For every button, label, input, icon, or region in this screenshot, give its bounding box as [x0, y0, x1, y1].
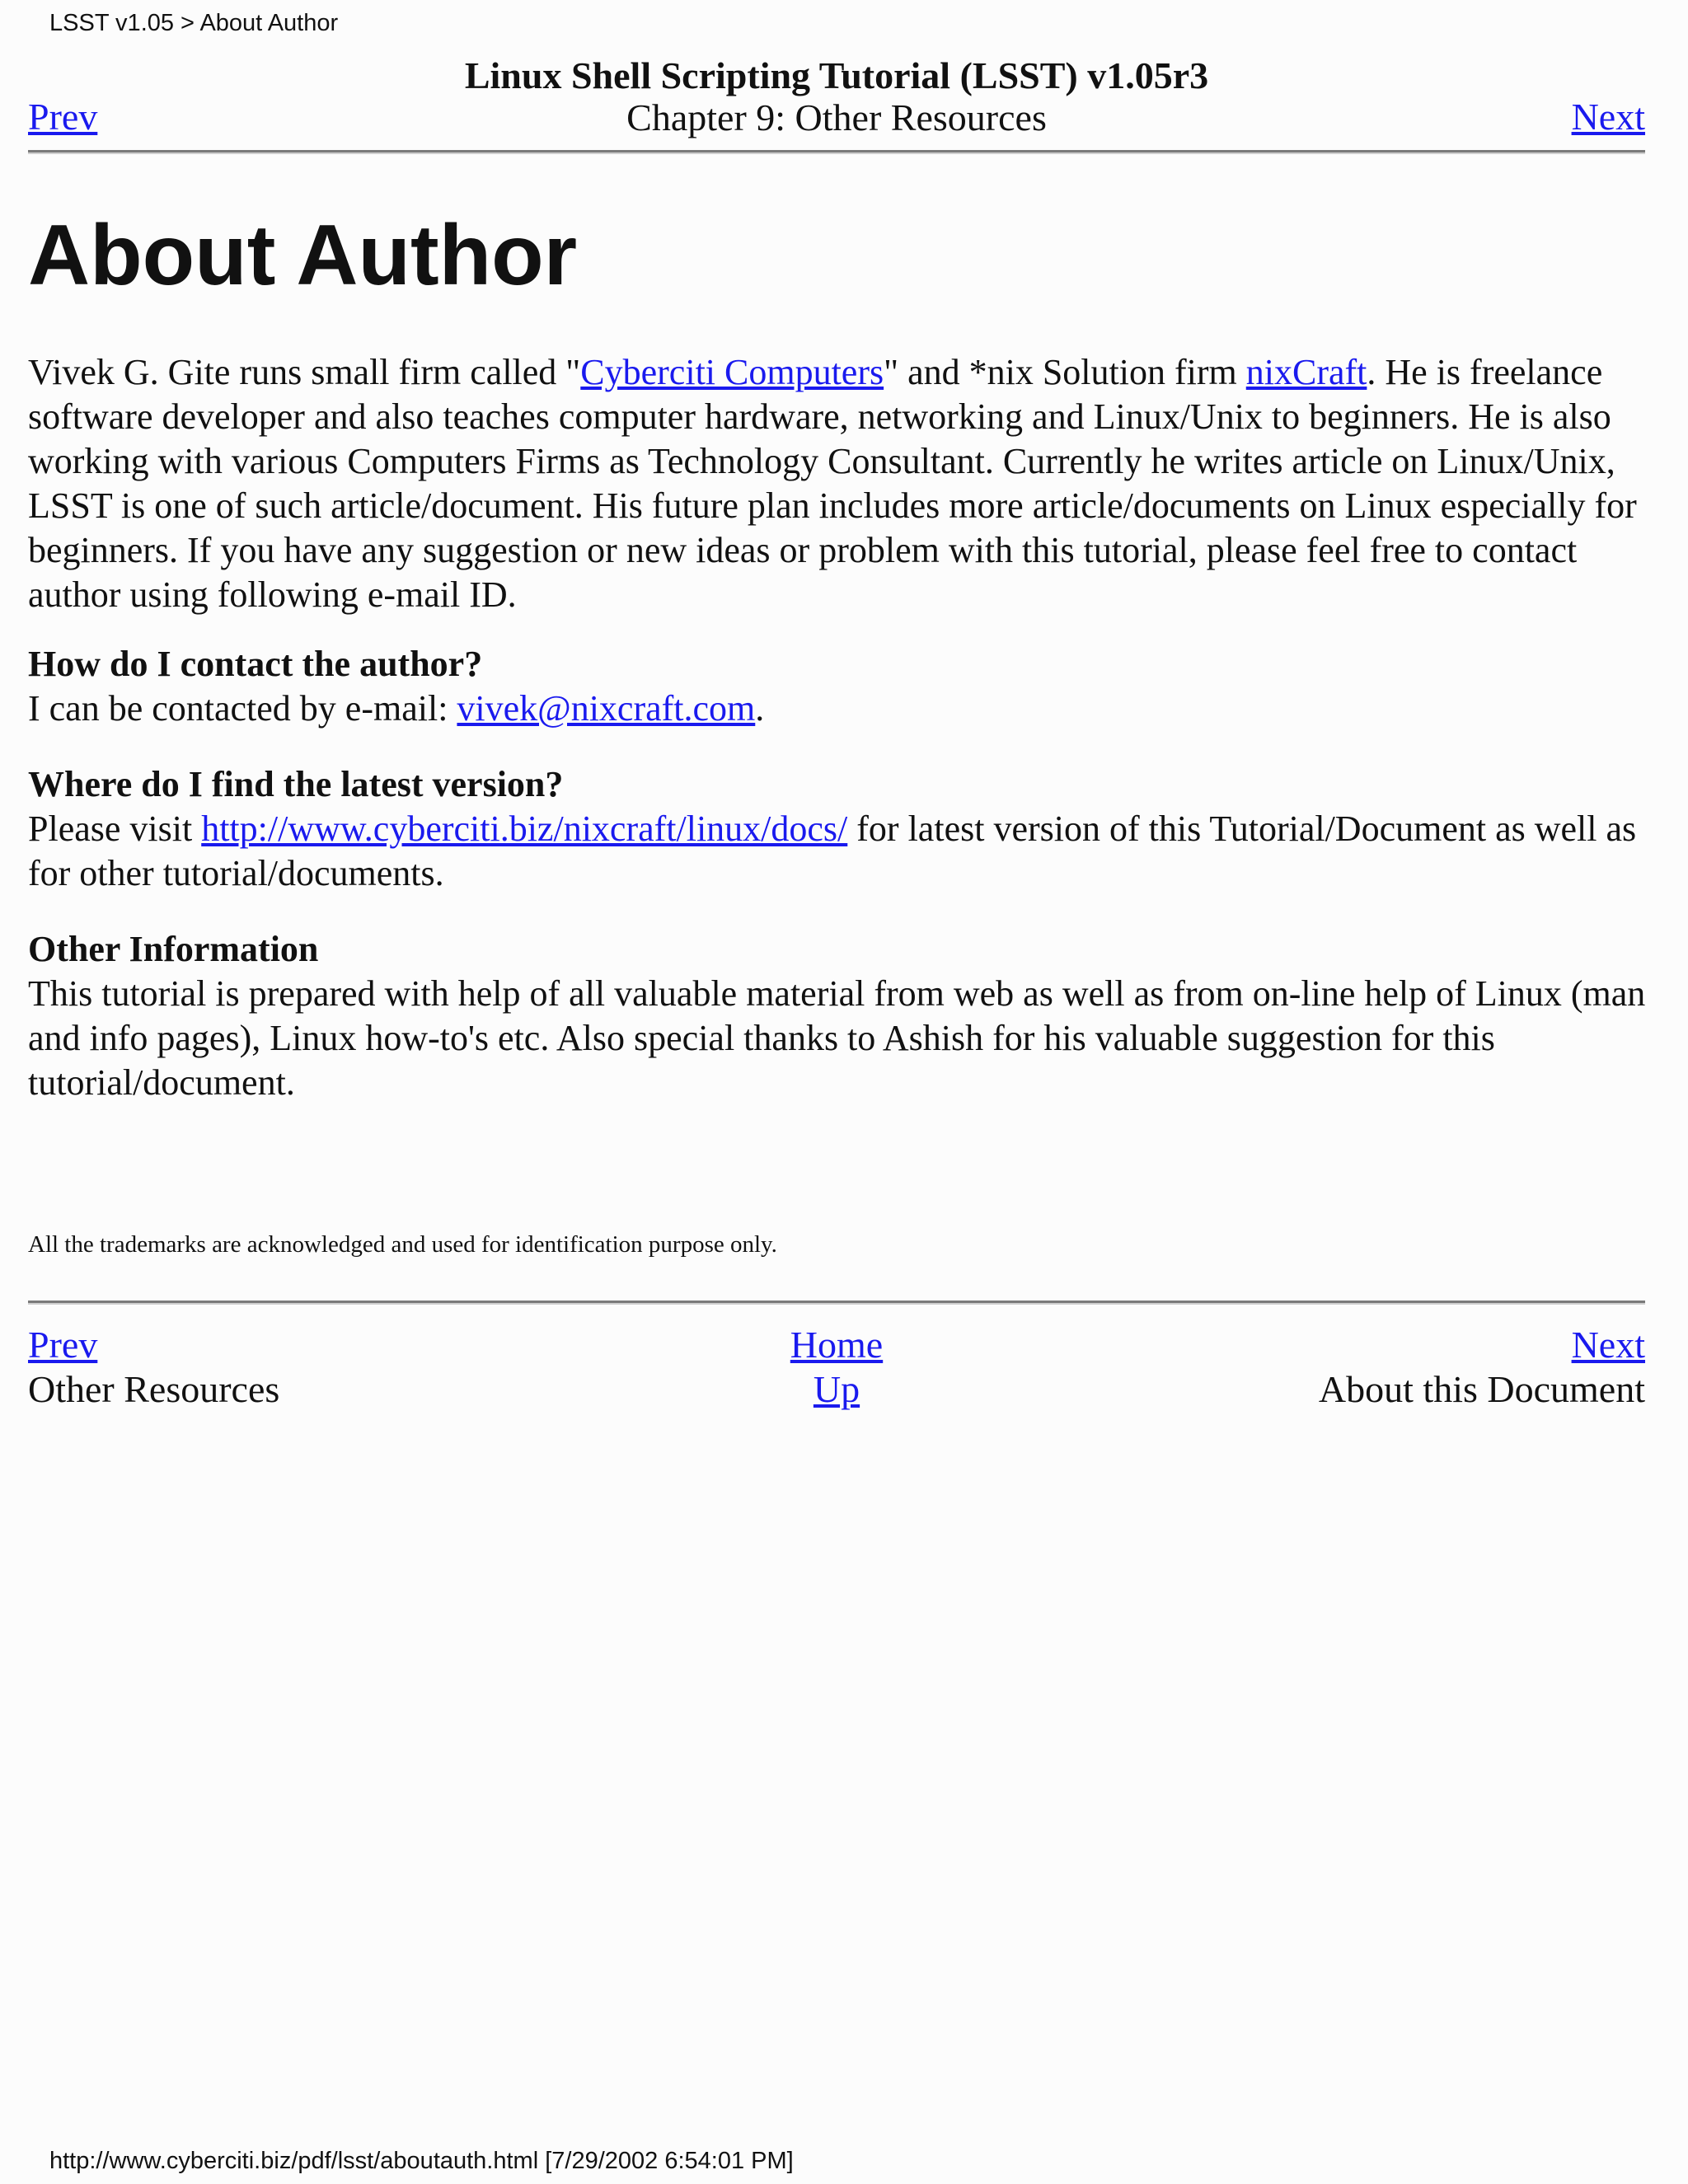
latest-version-prefix: Please visit: [28, 808, 202, 849]
intro-text-3: . He is freelance software developer and also teaches computer hardware, networking and Linux/Unix to beginners. He is also working with various Computers Firms as Technology Consultant. Currently he writes article on Linux/Unix, LSST is one of such article/document. His future plan includes more article/documents on Linux especially for beginners. If you have any suggestion or new ideas or problem with this tutorial, please feel free to contact author using following e-mail ID.: [28, 352, 1637, 615]
prev-link-top[interactable]: Prev: [28, 96, 98, 138]
document-title: Linux Shell Scripting Tutorial (LSST) v1.05r3: [464, 54, 1209, 96]
cyberciti-computers-link[interactable]: Cyberciti Computers: [580, 352, 884, 392]
page-title: About Author: [28, 208, 578, 303]
email-link[interactable]: vivek@nixcraft.com: [457, 688, 756, 729]
contact-question: How do I contact the author?: [28, 644, 483, 684]
bottom-next-column: [1319, 1323, 1645, 1412]
bottom-divider: [28, 1301, 1645, 1305]
intro-text-1: Vivek G. Gite runs small firm called ": [28, 352, 581, 392]
other-info-section: [28, 927, 1660, 1105]
print-header: LSST v1.05 > About Author: [49, 10, 339, 36]
next-link-top[interactable]: Next: [1571, 96, 1645, 138]
docs-url-link[interactable]: http://www.cyberciti.biz/nixcraft/linux/docs/: [201, 808, 848, 849]
other-info-question: Other Information: [28, 929, 319, 969]
intro-paragraph: [28, 350, 1660, 617]
next-link-bottom[interactable]: Next: [1571, 1324, 1645, 1366]
latest-version-question: Where do I find the latest version?: [28, 764, 564, 804]
latest-version-section: [28, 762, 1660, 896]
prev-page-title: Other Resources: [28, 1368, 280, 1410]
contact-answer-suffix: .: [755, 688, 765, 729]
contact-answer: [28, 687, 1660, 731]
nixcraft-link[interactable]: nixCraft: [1245, 352, 1367, 392]
intro-text-2: " and *nix Solution firm: [884, 352, 1246, 392]
top-divider: [28, 150, 1645, 154]
bottom-navigation: [28, 1323, 1645, 1422]
prev-link-bottom[interactable]: Prev: [28, 1324, 98, 1366]
other-info-answer: This tutorial is prepared with help of all valuable material from web as well as from on-line help of Linux (man and info pages), Linux how-to's etc. Also special thanks to Ashish for his valuable suggestion for this tutorial/document.: [28, 973, 1646, 1103]
print-footer: http://www.cyberciti.biz/pdf/lsst/aboutauth.html [7/29/2002 6:54:01 PM]: [49, 2148, 794, 2174]
contact-section: [28, 642, 1660, 731]
top-navigation: [28, 54, 1645, 137]
latest-version-answer: [28, 807, 1660, 896]
trademark-notice: All the trademarks are acknowledged and used for identification purpose only.: [28, 1231, 777, 1258]
next-page-title: About this Document: [1318, 1368, 1645, 1410]
home-link[interactable]: Home: [790, 1324, 884, 1366]
nav-header-titles: [28, 54, 1645, 138]
up-link[interactable]: Up: [813, 1368, 860, 1410]
latest-version-suffix: for latest version of this Tutorial/Document as well as for other tutorial/documents.: [28, 808, 1637, 893]
chapter-title: Chapter 9: Other Resources: [626, 96, 1047, 138]
contact-answer-prefix: I can be contacted by e-mail:: [28, 688, 457, 729]
main-content: [28, 350, 1660, 1137]
